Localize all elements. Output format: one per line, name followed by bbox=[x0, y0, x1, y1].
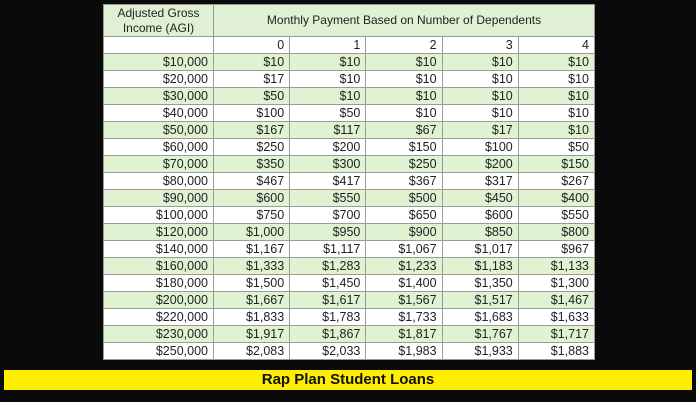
payment-cell: $900 bbox=[366, 224, 442, 241]
agi-cell: $80,000 bbox=[104, 173, 214, 190]
table-row bbox=[104, 241, 595, 258]
table-row bbox=[104, 71, 595, 88]
agi-cell: $120,000 bbox=[104, 224, 214, 241]
payment-cell: $1,517 bbox=[442, 292, 518, 309]
table-row bbox=[104, 139, 595, 156]
agi-cell: $220,000 bbox=[104, 309, 214, 326]
payment-cell: $650 bbox=[366, 207, 442, 224]
payment-cell: $1,300 bbox=[518, 275, 594, 292]
payment-cell: $1,833 bbox=[214, 309, 290, 326]
payment-cell: $200 bbox=[290, 139, 366, 156]
payment-cell: $1,017 bbox=[442, 241, 518, 258]
payment-cell: $117 bbox=[290, 122, 366, 139]
payment-cell: $600 bbox=[442, 207, 518, 224]
table-row bbox=[104, 292, 595, 309]
agi-cell: $40,000 bbox=[104, 105, 214, 122]
agi-cell: $90,000 bbox=[104, 190, 214, 207]
payment-cell: $10 bbox=[518, 88, 594, 105]
payment-cell: $167 bbox=[214, 122, 290, 139]
table-row bbox=[104, 105, 595, 122]
table-row bbox=[104, 54, 595, 71]
payment-cell: $450 bbox=[442, 190, 518, 207]
payment-cell: $10 bbox=[442, 105, 518, 122]
payment-cell: $50 bbox=[518, 139, 594, 156]
payment-cell: $250 bbox=[214, 139, 290, 156]
agi-cell: $10,000 bbox=[104, 54, 214, 71]
payment-cell: $1,633 bbox=[518, 309, 594, 326]
agi-cell: $180,000 bbox=[104, 275, 214, 292]
payment-cell: $1,883 bbox=[518, 343, 594, 360]
payment-cell: $1,567 bbox=[366, 292, 442, 309]
payment-cell: $600 bbox=[214, 190, 290, 207]
agi-cell: $100,000 bbox=[104, 207, 214, 224]
payment-cell: $1,617 bbox=[290, 292, 366, 309]
payment-cell: $150 bbox=[366, 139, 442, 156]
payment-cell: $1,400 bbox=[366, 275, 442, 292]
agi-cell: $200,000 bbox=[104, 292, 214, 309]
dependents-row bbox=[104, 37, 595, 54]
payment-cell: $100 bbox=[214, 105, 290, 122]
payment-cell: $1,333 bbox=[214, 258, 290, 275]
table-row bbox=[104, 122, 595, 139]
payment-cell: $1,067 bbox=[366, 241, 442, 258]
payment-cell: $10 bbox=[442, 54, 518, 71]
payment-cell: $10 bbox=[366, 88, 442, 105]
payment-cell: $1,117 bbox=[290, 241, 366, 258]
payment-cell: $300 bbox=[290, 156, 366, 173]
table-row bbox=[104, 190, 595, 207]
payment-cell: $1,500 bbox=[214, 275, 290, 292]
payment-cell: $100 bbox=[442, 139, 518, 156]
payment-cell: $550 bbox=[290, 190, 366, 207]
payment-cell: $17 bbox=[214, 71, 290, 88]
table-row bbox=[104, 343, 595, 360]
payment-cell: $1,917 bbox=[214, 326, 290, 343]
table-row bbox=[104, 309, 595, 326]
payment-table-image bbox=[103, 4, 595, 360]
payment-cell: $350 bbox=[214, 156, 290, 173]
payment-cell: $1,350 bbox=[442, 275, 518, 292]
table-row bbox=[104, 156, 595, 173]
payment-cell: $10 bbox=[366, 54, 442, 71]
payment-table bbox=[103, 4, 595, 360]
dependents-0: 0 bbox=[214, 37, 290, 54]
payment-cell: $1,817 bbox=[366, 326, 442, 343]
dependents-2: 2 bbox=[366, 37, 442, 54]
payment-cell: $10 bbox=[442, 88, 518, 105]
payment-header: Monthly Payment Based on Number of Dependents bbox=[214, 5, 595, 37]
payment-cell: $1,133 bbox=[518, 258, 594, 275]
payment-cell: $700 bbox=[290, 207, 366, 224]
payment-cell: $2,033 bbox=[290, 343, 366, 360]
table-row bbox=[104, 258, 595, 275]
payment-cell: $67 bbox=[366, 122, 442, 139]
payment-cell: $1,467 bbox=[518, 292, 594, 309]
agi-cell: $250,000 bbox=[104, 343, 214, 360]
payment-cell: $850 bbox=[442, 224, 518, 241]
payment-cell: $1,933 bbox=[442, 343, 518, 360]
payment-cell: $1,233 bbox=[366, 258, 442, 275]
table-row bbox=[104, 224, 595, 241]
payment-cell: $1,683 bbox=[442, 309, 518, 326]
payment-cell: $367 bbox=[366, 173, 442, 190]
payment-cell: $10 bbox=[518, 71, 594, 88]
agi-cell: $160,000 bbox=[104, 258, 214, 275]
payment-cell: $17 bbox=[442, 122, 518, 139]
agi-cell: $20,000 bbox=[104, 71, 214, 88]
payment-cell: $1,717 bbox=[518, 326, 594, 343]
agi-header: Adjusted Gross Income (AGI) bbox=[104, 5, 214, 37]
agi-cell: $140,000 bbox=[104, 241, 214, 258]
payment-cell: $150 bbox=[518, 156, 594, 173]
title-banner: Rap Plan Student Loans bbox=[4, 370, 692, 390]
payment-cell: $200 bbox=[442, 156, 518, 173]
agi-cell: $60,000 bbox=[104, 139, 214, 156]
payment-cell: $1,167 bbox=[214, 241, 290, 258]
payment-cell: $10 bbox=[214, 54, 290, 71]
payment-cell: $967 bbox=[518, 241, 594, 258]
payment-cell: $417 bbox=[290, 173, 366, 190]
dependents-3: 3 bbox=[442, 37, 518, 54]
table-row bbox=[104, 173, 595, 190]
agi-cell: $230,000 bbox=[104, 326, 214, 343]
payment-cell: $1,667 bbox=[214, 292, 290, 309]
payment-cell: $400 bbox=[518, 190, 594, 207]
payment-cell: $1,983 bbox=[366, 343, 442, 360]
payment-cell: $467 bbox=[214, 173, 290, 190]
agi-cell: $50,000 bbox=[104, 122, 214, 139]
blank-cell bbox=[104, 37, 214, 54]
payment-cell: $317 bbox=[442, 173, 518, 190]
payment-cell: $1,000 bbox=[214, 224, 290, 241]
payment-cell: $1,867 bbox=[290, 326, 366, 343]
header-row bbox=[104, 5, 595, 37]
agi-cell: $70,000 bbox=[104, 156, 214, 173]
payment-cell: $10 bbox=[442, 71, 518, 88]
payment-cell: $750 bbox=[214, 207, 290, 224]
payment-cell: $10 bbox=[290, 54, 366, 71]
payment-cell: $2,083 bbox=[214, 343, 290, 360]
payment-cell: $550 bbox=[518, 207, 594, 224]
payment-cell: $10 bbox=[518, 105, 594, 122]
payment-cell: $1,783 bbox=[290, 309, 366, 326]
payment-cell: $1,767 bbox=[442, 326, 518, 343]
payment-cell: $50 bbox=[290, 105, 366, 122]
dependents-1: 1 bbox=[290, 37, 366, 54]
payment-cell: $500 bbox=[366, 190, 442, 207]
payment-cell: $267 bbox=[518, 173, 594, 190]
payment-cell: $10 bbox=[290, 71, 366, 88]
table-row bbox=[104, 275, 595, 292]
dependents-4: 4 bbox=[518, 37, 594, 54]
agi-cell: $30,000 bbox=[104, 88, 214, 105]
payment-cell: $10 bbox=[518, 54, 594, 71]
payment-cell: $10 bbox=[366, 71, 442, 88]
table-row bbox=[104, 207, 595, 224]
payment-cell: $10 bbox=[518, 122, 594, 139]
payment-cell: $10 bbox=[290, 88, 366, 105]
payment-cell: $800 bbox=[518, 224, 594, 241]
payment-cell: $1,183 bbox=[442, 258, 518, 275]
payment-cell: $250 bbox=[366, 156, 442, 173]
payment-cell: $1,283 bbox=[290, 258, 366, 275]
table-row bbox=[104, 326, 595, 343]
payment-cell: $10 bbox=[366, 105, 442, 122]
payment-cell: $50 bbox=[214, 88, 290, 105]
payment-cell: $1,733 bbox=[366, 309, 442, 326]
payment-cell: $1,450 bbox=[290, 275, 366, 292]
payment-cell: $950 bbox=[290, 224, 366, 241]
table-row bbox=[104, 88, 595, 105]
